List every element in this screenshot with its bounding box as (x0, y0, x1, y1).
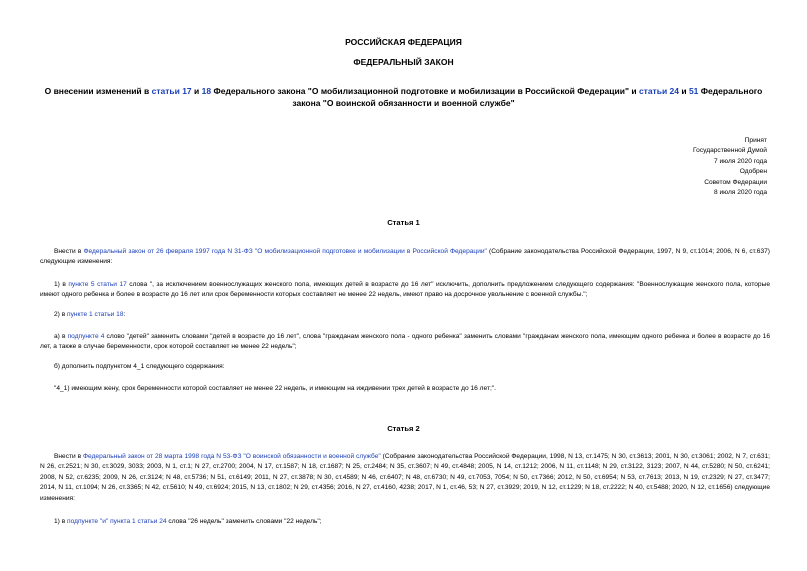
link-law-31-fz[interactable]: Федеральный закон от 26 февраля 1997 года N 31-ФЗ "О мобилизационной подготовке и мобилизации в Российской Федерации" (83, 248, 487, 255)
link-article-51[interactable]: 51 (688, 86, 699, 96)
paragraph-text: Внести в (54, 453, 84, 460)
adoption-block (693, 136, 767, 198)
paragraph-text: 1) в (54, 518, 68, 525)
paragraph-text: Внести в (54, 248, 84, 255)
paragraph-text: : (123, 311, 126, 318)
title-text: и (191, 86, 202, 96)
article-1-item-2b-quote: "4_1) имеющим жену, срок беременности которой составляет не менее 22 недель, и имеющим на иждивении трех детей в возрасте до 16 лет;". (54, 385, 496, 392)
council-date: 8 июля 2020 года (713, 189, 767, 197)
adopted-label: Принят (744, 137, 767, 144)
duma-label: Государственной Думой (693, 147, 767, 155)
title-text: О внесении изменений в (44, 86, 152, 96)
link-article-17[interactable]: статьи 17 (151, 86, 192, 96)
link-subpoint-i-article-24[interactable]: подпункте "и" пункта 1 статьи 24 (67, 518, 167, 525)
paragraph-text: слова "26 недель" заменить словами "22 недель"; (166, 518, 322, 525)
link-subpoint-4[interactable]: подпункте 4 (67, 333, 105, 340)
article-1-item-2b: б) дополнить подпунктом 4_1 следующего содержания: (54, 363, 225, 370)
article-2-heading: Статья 2 (387, 424, 420, 433)
paragraph-text: (Собрание законодательства Российской Федерации, 1998, N 13, ст.1475; N 30, ст.3613; 2001, N 30, ст.3061; 2002, N 7, ст.631; N 26, ст.2521; N 30, ст.3029, 3033; 2003, N 1, ст.1; N 27, ст.2700; 2004, N 17, ст.1587; N 18, ст.1687; N 25, ст.2484; N 35, ст.3607; N 49, ст.4848; 2005, N 14, ст.1212; 2006, N 11, ст.1148; N 29, ст.3122, 3123; 2007, N 44, ст.5280; N 50, ст.6241; 2008, N 52, ст.6235; 2009, N 26, ст.3124; N 48, ст.5736; N 51, ст.6149; 2011, N 27, ст.3878; N 30, ст.4589; N 46, ст.6407; N 48, ст.6730; N 49, ст.7053, 7054; N 50, ст.7366; 2012, N 50, ст.6954; N 53, ст.7613; 2013, N 19, ст.2329; N 27, ст.3477; 2014, N 11, ст.1094; N 26, ст.3365; N 42, ст.5610; N 49, ст.6924; 2015, N 13, ст.1802; N 29, ст.4356; 2016, N 27, ст.4160, 4238; 2017, N 1, ст.46, 53; N 27, ст.3929; 2019, N 12, ст.1229; N 18, ст.2222; N 40, ст.5488; 2020, N 12, ст.1656) следующие изменения: (40, 453, 770, 502)
article-2-intro (40, 452, 770, 504)
law-type-heading: ФЕДЕРАЛЬНЫЙ ЗАКОН (353, 57, 454, 67)
link-point-5-article-17[interactable]: пункте 5 статьи 17 (68, 281, 127, 288)
country-heading: РОССИЙСКАЯ ФЕДЕРАЦИЯ (345, 37, 462, 47)
link-point-1-article-18[interactable]: пункте 1 статьи 18 (67, 311, 124, 318)
article-1-item-2 (40, 310, 770, 320)
council-label: Советом Федерации (704, 178, 767, 186)
paragraph-text: 1) в (54, 281, 69, 288)
article-1-item-1 (40, 280, 770, 301)
article-1-intro (40, 247, 770, 268)
paragraph-text: слова ", за исключением военнослужащих женского пола, имеющих детей в возрасте до 16 лет" исключить, дополнить предложением следующего содержания: "Военнослужащие женского пола, которые имеют одного ребенка и более в возрасте до 16 лет или срок беременности которых составляет не менее 22 недель, имеют право на досрочное увольнение с военной службы."; (40, 281, 771, 299)
article-2-item-1 (40, 517, 770, 527)
article-1-heading: Статья 1 (387, 218, 420, 227)
duma-date: 7 июля 2020 года (713, 157, 767, 165)
title-text: Федерального закона "О мобилизационной подготовке и мобилизации в Российской Федерации" и (211, 86, 639, 96)
paragraph-text: слово "детей" заменить словами "детей в возрасте до 16 лет", слова "гражданам женского пола - одного ребенка" заменить словами "гражданам женского пола, имеющим одного ребенка и более в возрасте до 16 лет, а также в случае беременности, срок которой составляет не менее 22 недель"; (40, 333, 770, 351)
law-title (40, 85, 767, 109)
link-article-18[interactable]: 18 (201, 86, 212, 96)
approved-label: Одобрен (739, 168, 767, 176)
title-text: и (679, 86, 689, 96)
link-article-24[interactable]: статьи 24 (638, 86, 679, 96)
paragraph-text: а) в (54, 333, 68, 340)
paragraph-text: 2) в (54, 311, 68, 318)
title-text: Федерального закона "О воинской обязанности и военной службе" (292, 86, 763, 108)
link-law-53-fz[interactable]: Федеральный закон от 28 марта 1998 года N 53-ФЗ "О воинской обязанности и военной службе" (83, 453, 381, 460)
paragraph-text: (Собрание законодательства Российской Федерации, 1997, N 9, ст.1014; 2006, N 6, ст.637) следующие изменения: (40, 248, 771, 266)
article-1-item-2a (40, 332, 770, 353)
